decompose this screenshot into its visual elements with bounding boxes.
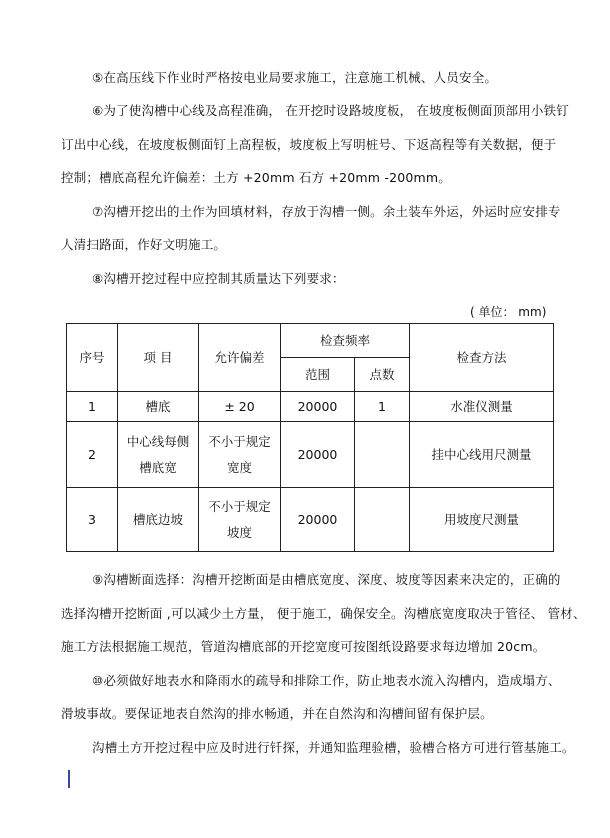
header-seq: 序号: [67, 324, 118, 392]
cell-seq: 3: [67, 488, 118, 552]
table-row: [67, 422, 554, 488]
cell-tolerance-line-2: 坡度: [226, 524, 252, 540]
paragraph-6-line-2: 订出中心线，在坡度板侧面钉上高程板，坡度板上写明桩号、下返高程等有关数据，便于: [61, 137, 557, 152]
cell-points: 1: [355, 392, 410, 422]
header-points: 点数: [355, 358, 410, 392]
cell-points: [355, 422, 410, 488]
paragraph-9-line-3: 施工方法根据施工规范，管道沟槽底部的开挖宽度可按图纸设路要求每边增加 20cm。: [61, 639, 546, 654]
paragraph-10-line-1: ⑩必须做好地表水和降雨水的疏导和排除工作，防止地表水流入沟槽内，造成塌方、: [92, 673, 561, 688]
cell-tolerance: ± 20: [199, 392, 281, 422]
header-item: 项 目: [118, 324, 199, 392]
header-method: 检查方法: [410, 324, 554, 392]
cell-points: [355, 488, 410, 552]
cell-tolerance: [199, 422, 281, 488]
header-range: 范围: [281, 358, 355, 392]
cell-range: 20000: [281, 422, 355, 488]
cell-item-line-1: 中心线每侧: [126, 433, 190, 449]
cell-item: [118, 422, 199, 488]
text-cursor-mark: [68, 770, 70, 788]
table-unit-label: ( 单位： mm): [470, 305, 547, 319]
cell-range: 20000: [281, 392, 355, 422]
cell-item: 槽底: [118, 392, 199, 422]
paragraph-7-line-1: ⑦沟槽开挖出的土作为回填材料，存放于沟槽一侧。余土装车外运，外运时应安排专: [92, 204, 561, 219]
cell-seq: 1: [67, 392, 118, 422]
paragraph-6-line-1: ⑥为了使沟槽中心线及高程准确， 在开挖时设路坡度板， 在坡度板侧面顶部用小铁钉: [92, 103, 569, 118]
cell-item-line-2: 槽底宽: [139, 459, 177, 475]
paragraph-9-line-1: ⑨沟槽断面选择：沟槽开挖断面是由槽底宽度、深度、坡度等因素来决定的，正确的: [92, 572, 561, 587]
paragraph-6-line-3: 控制；槽底高程允许偏差：土方 +20mm 石方 +20mm -200mm。: [61, 170, 451, 185]
cell-tolerance: [199, 488, 281, 552]
cell-range: 20000: [281, 488, 355, 552]
cell-method: 水准仪测量: [410, 392, 554, 422]
paragraph-8: ⑧沟槽开挖过程中应控制其质量达下列要求：: [92, 271, 345, 286]
paragraph-5: ⑤在高压线下作业时严格按电业局要求施工，注意施工机械、人员安全。: [92, 70, 498, 85]
header-frequency: 检查频率: [281, 324, 410, 358]
paragraph-10-line-2: 滑坡事故。要保证地表自然沟的排水畅通，并在自然沟和沟槽间留有保护层。: [61, 706, 493, 721]
cell-tolerance-line-1: 不小于规定: [208, 498, 271, 514]
table-row: [67, 488, 554, 552]
quality-table: [66, 323, 554, 552]
cell-seq: 2: [67, 422, 118, 488]
paragraph-7-line-2: 人清扫路面，作好文明施工。: [61, 237, 227, 252]
cell-tolerance-line-1: 不小于规定: [208, 433, 271, 449]
paragraph-11: 沟槽土方开挖过程中应及时进行钎探，并通知监理验槽，验槽合格方可进行管基施工。: [92, 740, 575, 755]
table-row: [67, 392, 554, 422]
header-tolerance: 允许偏差: [199, 324, 281, 392]
cell-method: 用坡度尺测量: [410, 488, 554, 552]
table-header-row: [67, 324, 554, 358]
paragraph-9-line-2: 选择沟槽开挖断面 ,可以减少土方量， 便于施工，确保安全。沟槽底宽度取决于管径、 管材、: [61, 606, 586, 621]
cell-method: 挂中心线用尺测量: [410, 422, 554, 488]
cell-item: 槽底边坡: [118, 488, 199, 552]
cell-tolerance-line-2: 宽度: [226, 459, 252, 475]
